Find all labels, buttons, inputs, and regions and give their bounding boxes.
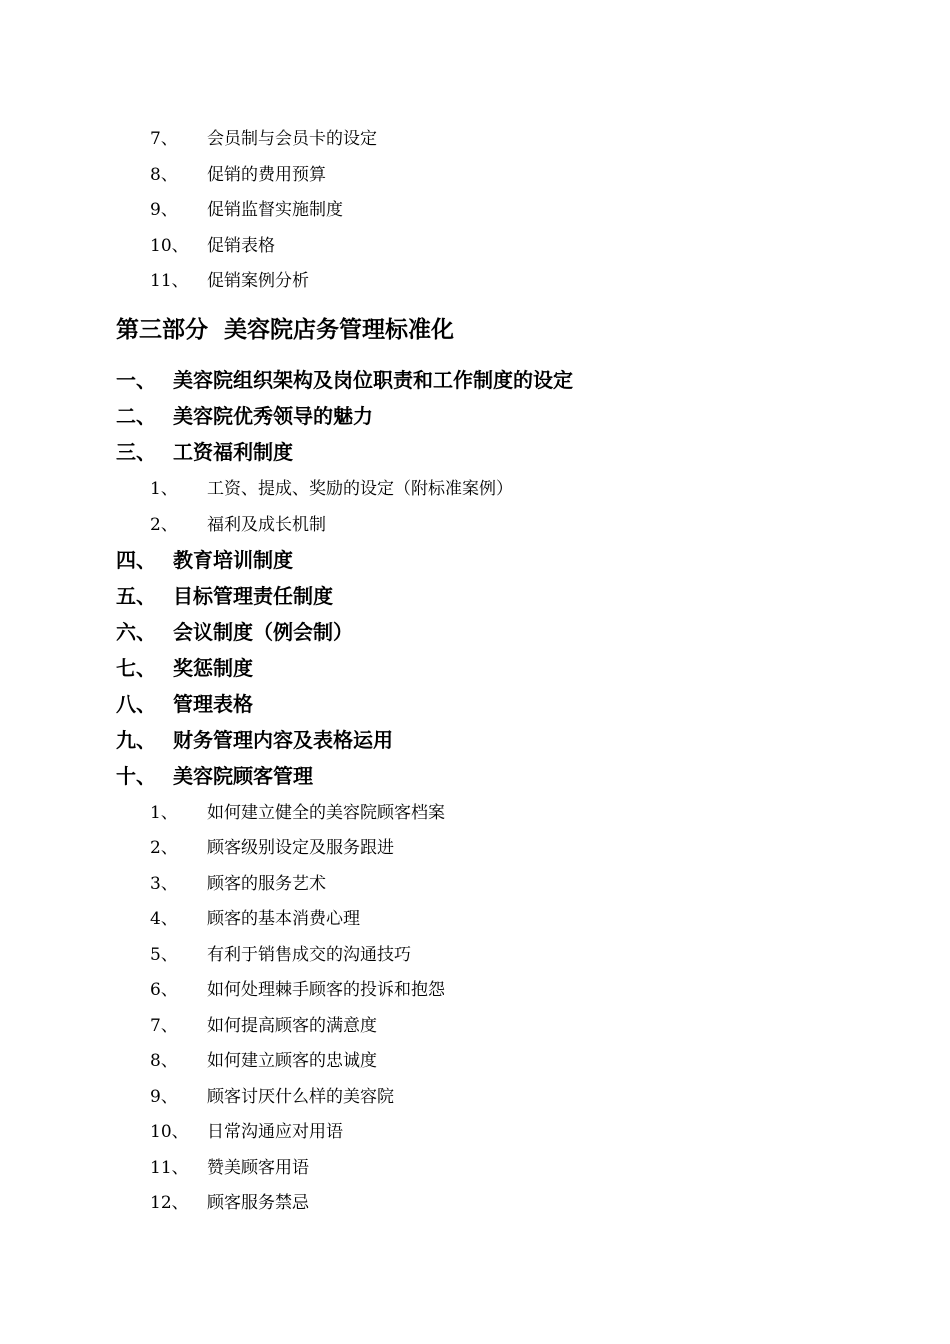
list-item xyxy=(150,160,326,185)
list-item xyxy=(150,266,309,291)
item-text: 如何建立健全的美容院顾客档案 xyxy=(207,803,445,823)
section-number: 七、 xyxy=(116,656,156,680)
list-item xyxy=(150,1153,309,1178)
list-item xyxy=(150,1188,309,1213)
list-item xyxy=(150,869,326,894)
section-number: 六、 xyxy=(116,620,156,644)
list-item xyxy=(150,975,445,1000)
item-number: 4、 xyxy=(150,909,178,929)
section-number: 二、 xyxy=(116,404,156,428)
part-title-text: 第三部分 美容院店务管理标准化 xyxy=(116,316,455,343)
section-text: 会议制度（例会制） xyxy=(173,620,353,644)
section-heading xyxy=(116,580,333,609)
item-number: 12、 xyxy=(150,1193,189,1213)
item-text: 工资、提成、奖励的设定（附标准案例） xyxy=(207,479,513,499)
section-text: 美容院组织架构及岗位职责和工作制度的设定 xyxy=(173,368,573,392)
item-number: 2、 xyxy=(150,515,178,535)
list-item xyxy=(150,798,445,823)
list-item xyxy=(150,124,377,149)
list-item xyxy=(150,1082,394,1107)
section-text: 工资福利制度 xyxy=(173,440,293,464)
item-text: 顾客级别设定及服务跟进 xyxy=(207,838,394,858)
item-text: 顾客的服务艺术 xyxy=(207,874,326,894)
section-heading xyxy=(116,760,313,789)
item-text: 日常沟通应对用语 xyxy=(207,1122,343,1142)
item-text: 赞美顾客用语 xyxy=(207,1158,309,1178)
list-item xyxy=(150,1011,377,1036)
item-number: 11、 xyxy=(150,271,189,291)
item-text: 福利及成长机制 xyxy=(207,515,326,535)
section-text: 管理表格 xyxy=(173,692,253,716)
section-number: 一、 xyxy=(116,368,156,392)
section-heading xyxy=(116,724,393,753)
item-text: 促销监督实施制度 xyxy=(207,200,343,220)
item-text: 顾客的基本消费心理 xyxy=(207,909,360,929)
item-text: 有利于销售成交的沟通技巧 xyxy=(207,945,411,965)
item-text: 会员制与会员卡的设定 xyxy=(207,129,377,149)
item-number: 7、 xyxy=(150,129,178,149)
section-heading xyxy=(116,688,253,717)
item-text: 如何建立顾客的忠诚度 xyxy=(207,1051,377,1071)
item-text: 顾客讨厌什么样的美容院 xyxy=(207,1087,394,1107)
section-heading xyxy=(116,544,293,573)
item-number: 10、 xyxy=(150,1122,189,1142)
item-text: 促销的费用预算 xyxy=(207,165,326,185)
item-number: 7、 xyxy=(150,1016,178,1036)
item-text: 如何处理棘手顾客的投诉和抱怨 xyxy=(207,980,445,1000)
list-item xyxy=(150,1046,377,1071)
item-number: 9、 xyxy=(150,200,178,220)
item-text: 促销表格 xyxy=(207,236,275,256)
item-number: 9、 xyxy=(150,1087,178,1107)
section-text: 美容院优秀领导的魅力 xyxy=(173,404,373,428)
section-text: 奖惩制度 xyxy=(173,656,253,680)
item-text: 顾客服务禁忌 xyxy=(207,1193,309,1213)
list-item xyxy=(150,1117,343,1142)
item-number: 5、 xyxy=(150,945,178,965)
item-number: 8、 xyxy=(150,165,178,185)
section-number: 五、 xyxy=(116,584,156,608)
section-heading xyxy=(116,436,293,465)
item-number: 1、 xyxy=(150,479,178,499)
item-number: 6、 xyxy=(150,980,178,1000)
list-item xyxy=(150,195,343,220)
item-number: 2、 xyxy=(150,838,178,858)
item-number: 8、 xyxy=(150,1051,178,1071)
section-text: 教育培训制度 xyxy=(173,548,293,572)
item-number: 1、 xyxy=(150,803,178,823)
item-text: 促销案例分析 xyxy=(207,271,309,291)
item-number: 10、 xyxy=(150,236,189,256)
list-item xyxy=(150,833,394,858)
part-title xyxy=(116,311,454,344)
list-item xyxy=(150,474,513,499)
item-number: 11、 xyxy=(150,1158,189,1178)
section-heading xyxy=(116,364,573,393)
section-text: 美容院顾客管理 xyxy=(173,764,313,788)
section-number: 四、 xyxy=(116,548,156,572)
list-item xyxy=(150,510,326,535)
list-item xyxy=(150,940,411,965)
list-item xyxy=(150,231,275,256)
item-text: 如何提高顾客的满意度 xyxy=(207,1016,377,1036)
section-number: 九、 xyxy=(116,728,156,752)
section-number: 三、 xyxy=(116,440,156,464)
section-heading xyxy=(116,652,253,681)
section-heading xyxy=(116,400,373,429)
section-heading xyxy=(116,616,353,645)
list-item xyxy=(150,904,360,929)
item-number: 3、 xyxy=(150,874,178,894)
section-number: 八、 xyxy=(116,692,156,716)
section-text: 目标管理责任制度 xyxy=(173,584,333,608)
section-text: 财务管理内容及表格运用 xyxy=(173,728,393,752)
section-number: 十、 xyxy=(116,764,156,788)
